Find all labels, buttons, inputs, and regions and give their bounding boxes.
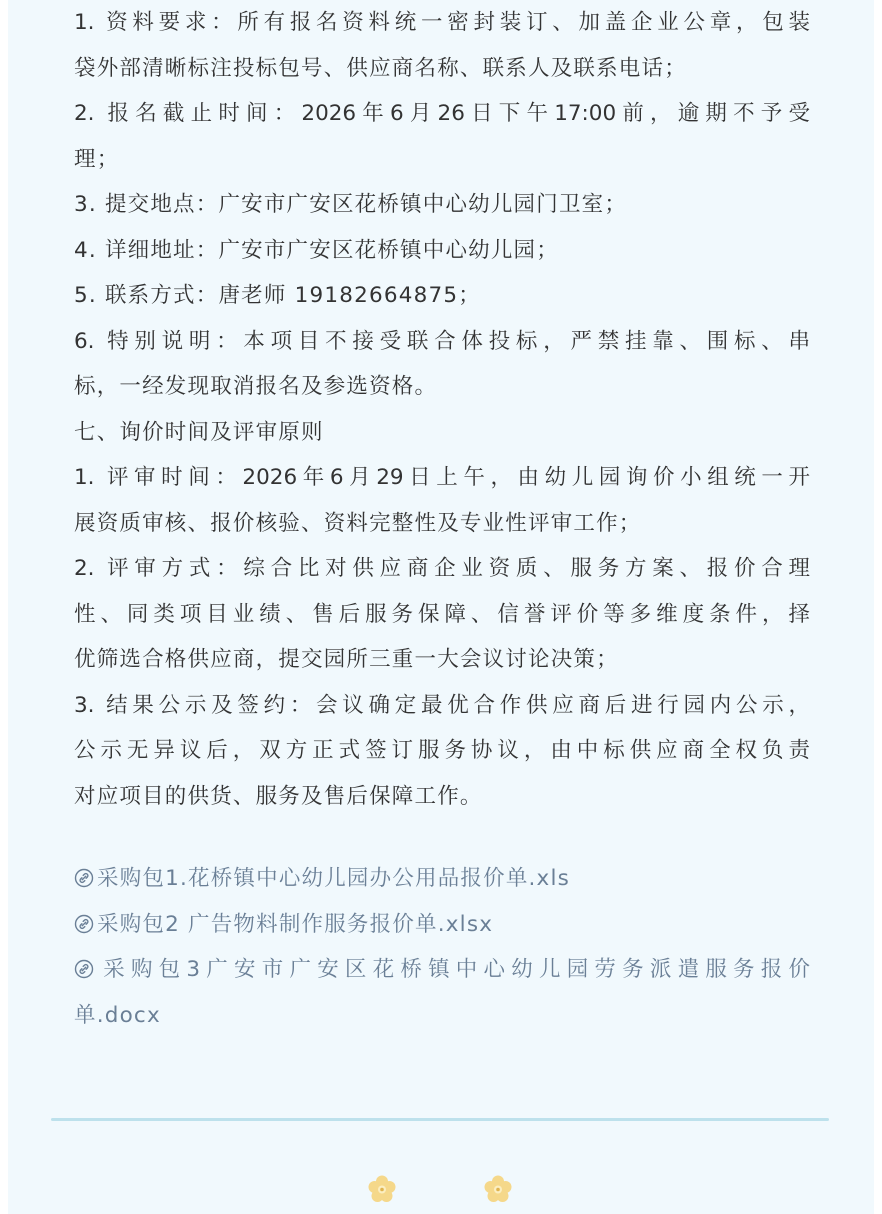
attachment-link-2[interactable] <box>74 902 810 948</box>
section-divider <box>51 1118 829 1121</box>
attachment-name: 采购包3广安市广安区花桥镇中心幼儿园劳务派遣服务报价 <box>97 957 810 982</box>
body-line: 公示无异议后，双方正式签订服务协议，由中标供应商全权负责 <box>74 738 810 763</box>
attachment-name: 单.docx <box>74 1002 161 1028</box>
body-line: 3. 提交地点：广安市广安区花桥镇中心幼儿园门卫室； <box>74 192 628 217</box>
attachment-link-1[interactable] <box>74 856 810 902</box>
body-line: 1. 评审时间：2026年6月29日上午，由幼儿园询价小组统一开 <box>74 465 810 490</box>
body-line: 5. 联系方式：唐老师 19182664875； <box>74 283 481 308</box>
body-line: 3. 结果公示及签约：会议确定最优合作供应商后进行园内公示， <box>74 692 810 718</box>
body-line: 展资质审核、报价核验、资料完整性及专业性评审工作； <box>74 510 642 536</box>
section-heading: 七、询价时间及评审原则 <box>74 419 324 445</box>
body-line: 理； <box>74 146 120 172</box>
link-icon <box>74 914 94 934</box>
attachment-link-3-continued[interactable] <box>74 993 810 1039</box>
body-line: 性、同类项目业绩、售后服务保障、信誉评价等多维度条件，择 <box>74 601 810 627</box>
attachment-list <box>74 856 810 1038</box>
body-line: 1. 资料要求：所有报名资料统一密封装订、加盖企业公章，包装 <box>74 10 810 35</box>
link-icon <box>74 959 94 979</box>
flower-icon <box>367 1174 397 1204</box>
article-body <box>74 0 810 819</box>
link-icon <box>74 868 94 888</box>
body-line: 2. 评审方式：综合比对供应商企业资质、服务方案、报价合理 <box>74 556 810 581</box>
attachment-link-3[interactable] <box>74 947 810 993</box>
body-line: 袋外部清晰标注投标包号、供应商名称、联系人及联系电话； <box>74 55 687 81</box>
body-line: 6. 特别说明：本项目不接受联合体投标，严禁挂靠、围标、串 <box>74 328 810 354</box>
attachment-name: 采购包1.花桥镇中心幼儿园办公用品报价单.xls <box>97 866 571 891</box>
body-line: 优筛选合格供应商，提交园所三重一大会议讨论决策； <box>74 647 619 672</box>
body-line: 标，一经发现取消报名及参选资格。 <box>74 374 438 399</box>
body-line: 4. 详细地址：广安市广安区花桥镇中心幼儿园； <box>74 237 559 263</box>
body-line: 对应项目的供货、服务及售后保障工作。 <box>74 783 483 809</box>
flower-icon <box>483 1174 513 1204</box>
attachment-name: 采购包2 广告物料制作服务报价单.xlsx <box>97 911 494 937</box>
body-line: 2. 报名截止时间：2026年6月26日下午17:00前，逾期不予受 <box>74 101 810 126</box>
